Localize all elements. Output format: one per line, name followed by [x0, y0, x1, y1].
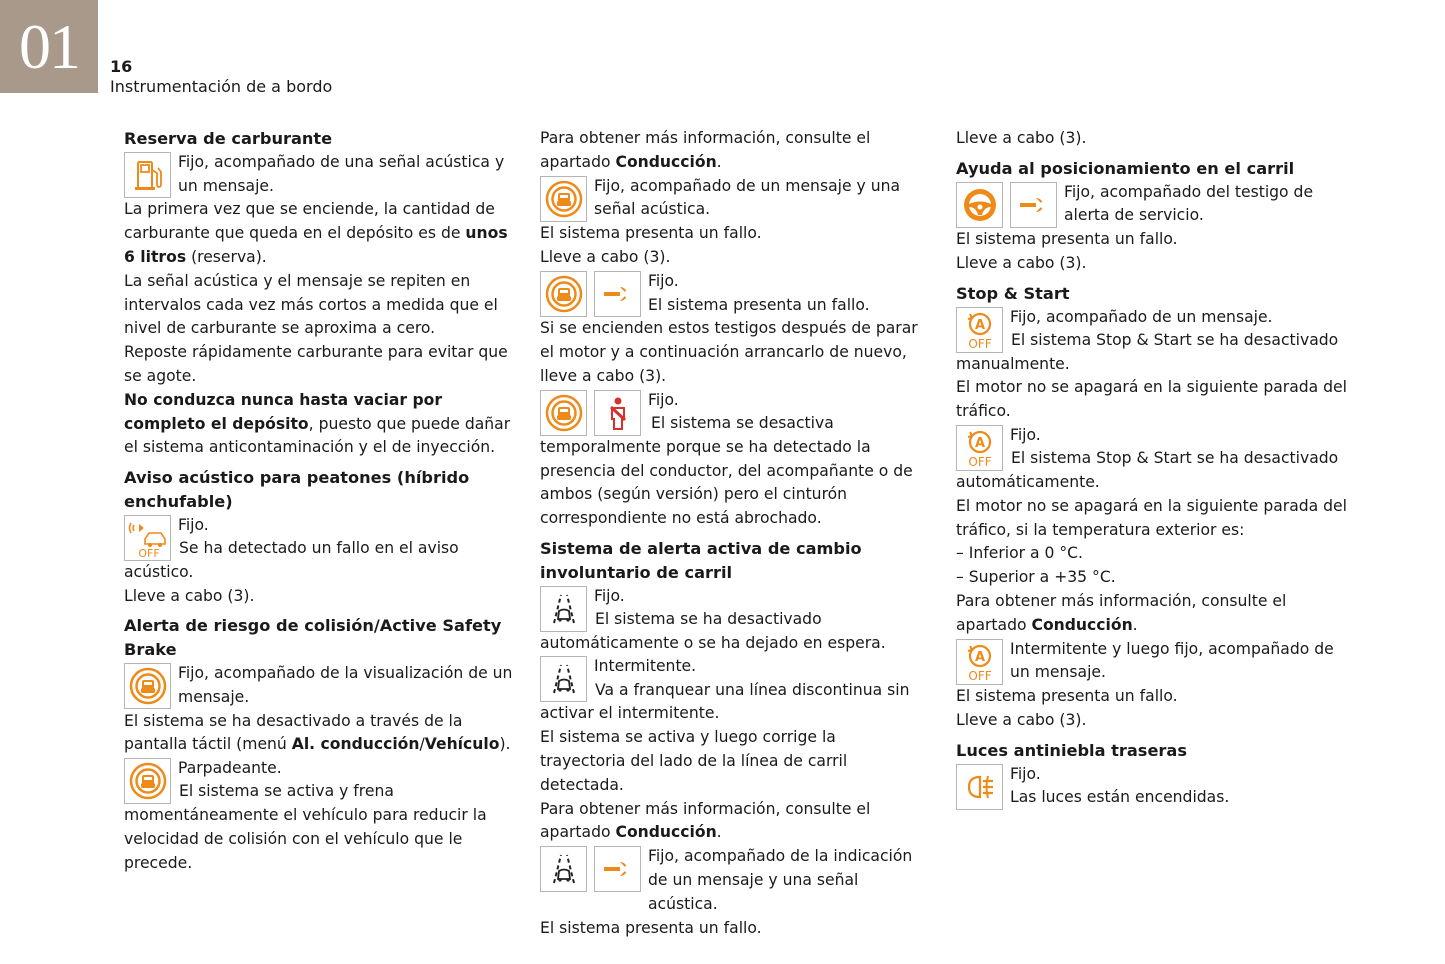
- chapter-tab: 01: [0, 0, 98, 93]
- paragraph: El sistema presenta un fallo.: [540, 918, 762, 937]
- section-title: Sistema de alerta activa de cambio involuntario de carril: [540, 538, 862, 582]
- section-stop-start: [956, 282, 1351, 733]
- lane-departure-icon: [540, 656, 587, 702]
- indicator-status: Fijo.: [594, 586, 625, 605]
- indicator-text: Fijo, acompañado del testigo de alerta de servicio.: [1064, 182, 1314, 225]
- section-title: Stop & Start: [956, 283, 1070, 303]
- svg-text:OFF: OFF: [967, 454, 992, 468]
- stop-start-off-icon: [956, 307, 1003, 353]
- paragraph: Lleve a cabo (3).: [956, 710, 1087, 729]
- paragraph: Se ha detectado un fallo en el aviso acústico.: [124, 538, 459, 581]
- section-collision-alert: [124, 614, 516, 875]
- section-title: Aviso acústico para peatones (híbrido enchufable): [124, 468, 470, 511]
- stop-start-off-icon: [956, 639, 1003, 685]
- indicator-text: Fijo. El sistema presenta un fallo.: [648, 271, 870, 314]
- paragraph: Lleve a cabo (3).: [956, 129, 1087, 147]
- fuel-pump-icon: [124, 152, 171, 198]
- paragraph: Para obtener más información, consulte el apartado Conducción.: [540, 799, 871, 842]
- paragraph: Para obtener más información, consulte el apartado Conducción.: [540, 129, 871, 171]
- paragraph: Para obtener más información, consulte el apartado Conducción.: [956, 591, 1287, 634]
- paragraph: El sistema presenta un fallo.: [956, 687, 1178, 706]
- rear-fog-light-icon: [956, 764, 1003, 810]
- page-number: 16: [110, 57, 133, 76]
- list-item: – Superior a +35 °C.: [956, 568, 1116, 587]
- paragraph: Va a franquear una línea discontinua sin activar el intermitente.: [540, 680, 910, 723]
- indicator-status: Intermitente.: [594, 657, 697, 676]
- paragraph: Lleve a cabo (3).: [540, 247, 671, 266]
- indicator-status: Fijo.: [178, 515, 209, 534]
- column-3: [956, 127, 1351, 810]
- section-lane-positioning: [956, 157, 1351, 276]
- section-title: Alerta de riesgo de colisión/Active Safety Brake: [124, 616, 502, 660]
- svg-text:OFF: OFF: [967, 336, 992, 350]
- indicator-row: [124, 662, 516, 710]
- section-title: Reserva de carburante: [124, 129, 333, 148]
- paragraph: La primera vez que se enciende, la cantidad de carburante que queda en el depósito es de unos 6 litros (reserva).: [124, 200, 508, 266]
- collision-alert-icon: [124, 758, 171, 804]
- section-title: Luces antiniebla traseras: [956, 740, 1187, 760]
- section-fuel-reserve: [124, 127, 516, 460]
- paragraph: El sistema se ha desactivado a través de la pantalla táctil (menú Al. conducción/Vehículo).: [124, 711, 511, 754]
- indicator-status: Fijo.: [1010, 425, 1041, 444]
- section-lane-departure: [540, 537, 925, 940]
- indicator-text: Fijo, acompañado de la indicación de un mensaje y una señal acústica.: [648, 847, 913, 913]
- steering-wheel-icon: [956, 182, 1003, 228]
- section-title: Ayuda al posicionamiento en el carril: [956, 158, 1295, 178]
- collision-alert-icon: [124, 663, 171, 709]
- indicator-status: Fijo.: [648, 390, 679, 409]
- indicator-row: [124, 151, 516, 199]
- indicator-text: Fijo, acompañado de la visualización de un mensaje.: [178, 663, 513, 706]
- indicator-row: [956, 181, 1351, 229]
- indicator-text: Fijo, acompañado de un mensaje.: [1010, 307, 1273, 326]
- wrench-icon: [594, 846, 641, 892]
- indicator-row: [956, 638, 1351, 686]
- section-pedestrian-sound: [124, 466, 516, 608]
- indicator-row: [540, 175, 925, 223]
- section-rear-fog: [956, 739, 1351, 810]
- warning-paragraph: No conduzca nunca hasta vaciar por completo el depósito, puesto que puede dañar el sistema anticontaminación y el de inyección.: [124, 390, 511, 457]
- paragraph: Lleve a cabo (3).: [124, 586, 255, 605]
- wrench-icon: [1010, 182, 1057, 228]
- indicator-row: [540, 845, 925, 916]
- stop-start-off-icon: [956, 425, 1003, 471]
- indicator-text: Fijo, acompañado de una señal acústica y un mensaje.: [178, 152, 505, 195]
- paragraph: El sistema se activa y frena momentáneamente el vehículo para reducir la velocidad de colisión con el vehículo que le precede.: [124, 782, 487, 872]
- paragraph: Reposte rápidamente carburante para evitar que se agote.: [124, 343, 508, 385]
- paragraph: El sistema se activa y luego corrige la trayectoria del lado de la línea de carril detectada.: [540, 728, 848, 794]
- indicator-status: Parpadeante.: [178, 759, 282, 778]
- indicator-row: [540, 270, 925, 318]
- paragraph: El motor no se apagará en la siguiente parada del tráfico, si la temperatura exterior es:: [956, 496, 1347, 539]
- chapter-title: Instrumentación de a bordo: [110, 77, 333, 96]
- paragraph: El sistema presenta un fallo.: [956, 230, 1178, 249]
- seatbelt-icon: [594, 390, 641, 436]
- column-1: [124, 127, 516, 876]
- svg-text:OFF: OFF: [967, 668, 992, 682]
- indicator-text: Intermitente y luego fijo, acompañado de un mensaje.: [1010, 639, 1334, 682]
- paragraph: Lleve a cabo (3).: [956, 253, 1087, 272]
- paragraph: El sistema presenta un fallo.: [540, 224, 762, 243]
- collision-alert-icon: [540, 176, 587, 222]
- collision-alert-icon: [540, 271, 587, 317]
- paragraph: Si se encienden estos testigos después de parar el motor y a continuación arrancarlo de nuevo, lleve a cabo (3).: [540, 319, 918, 385]
- indicator-text: Fijo, acompañado de un mensaje y una señal acústica.: [594, 176, 901, 219]
- indicator-row: [956, 763, 1351, 811]
- paragraph: El sistema se desactiva temporalmente porque se ha detectado la presencia del conductor, del acompañante o de ambos (según versión) pero el cinturón correspondiente no está abrochado.: [540, 413, 913, 528]
- collision-alert-icon: [540, 390, 587, 436]
- list-item: – Inferior a 0 °C.: [956, 544, 1084, 563]
- lane-departure-icon: [540, 846, 587, 892]
- paragraph: La señal acústica y el mensaje se repiten en intervalos cada vez más cortos a medida que el nivel de carburante se aproxima a cero.: [124, 271, 498, 338]
- indicator-text: Fijo. Las luces están encendidas.: [1010, 764, 1230, 807]
- lane-departure-icon: [540, 586, 587, 632]
- pedestrian-sound-off-icon: [124, 515, 171, 561]
- paragraph: El sistema se ha desactivado automáticamente o se ha dejado en espera.: [540, 609, 886, 652]
- svg-text:OFF: OFF: [137, 546, 160, 559]
- paragraph: El motor no se apagará en la siguiente parada del tráfico.: [956, 378, 1347, 421]
- paragraph: El sistema Stop & Start se ha desactivado manualmente.: [956, 330, 1339, 373]
- wrench-icon: [594, 271, 641, 317]
- paragraph: El sistema Stop & Start se ha desactivado automáticamente.: [956, 449, 1339, 491]
- column-2: [540, 127, 925, 940]
